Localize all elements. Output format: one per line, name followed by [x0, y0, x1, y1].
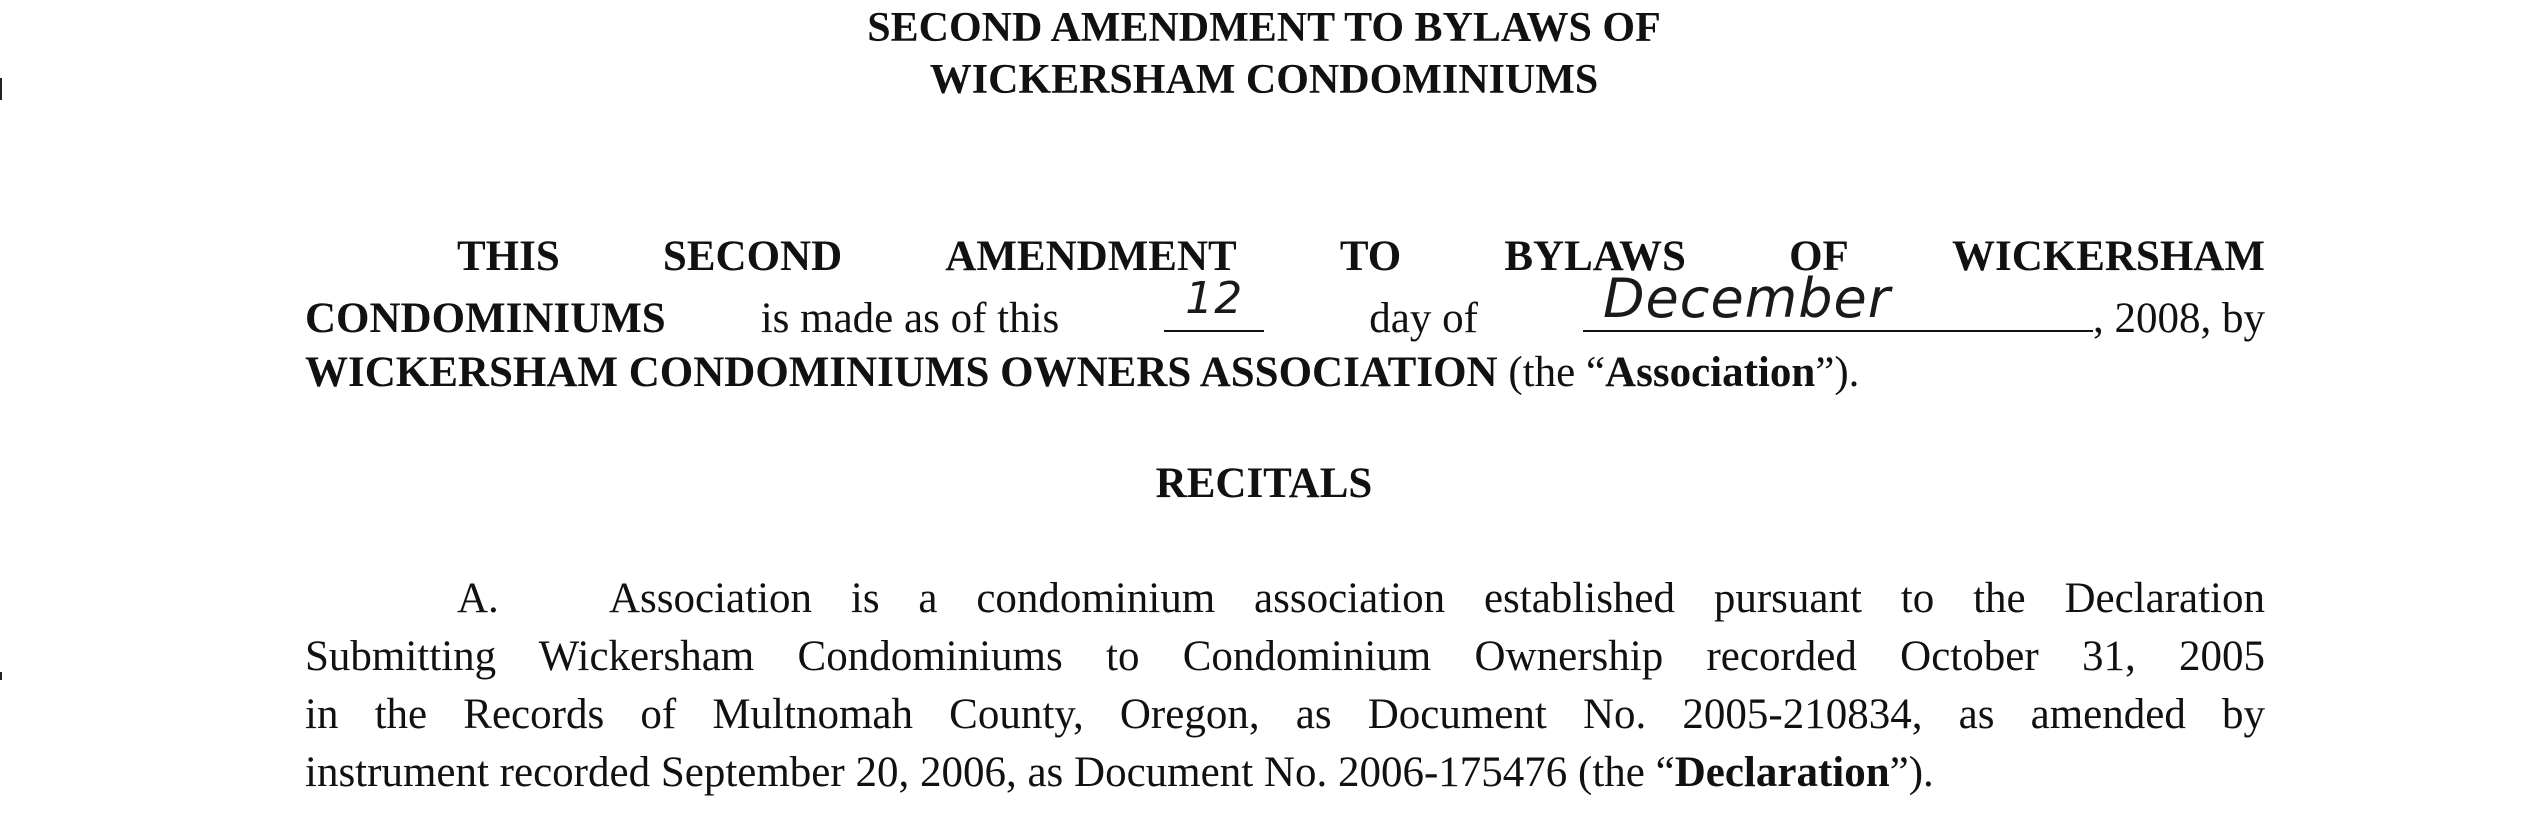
scan-edge-mark — [0, 672, 2, 680]
month-and-year — [1573, 267, 2265, 348]
day-blank — [1164, 273, 1264, 332]
recital-a-text: Association is a condominium association established pursuant to the Declaration — [609, 575, 2265, 622]
recital-a-line-2 — [305, 628, 2265, 686]
intro-word: OF — [1789, 233, 1849, 280]
handwritten-month: December — [1602, 267, 1891, 330]
document-title-line-1: SECOND AMENDMENT TO BYLAWS OF — [867, 5, 1661, 51]
intro-text: is made as of this — [760, 295, 1060, 342]
recital-a-line-4 — [305, 744, 2265, 802]
intro-word: TO — [1339, 233, 1402, 280]
declaration-defined-term: Declaration — [1674, 749, 1890, 796]
recital-a-text: ”). — [1889, 749, 1934, 796]
recital-a-label: A. — [457, 575, 499, 622]
handwritten-day: 12 — [1185, 273, 1244, 324]
recital-a-paragraph — [305, 570, 2265, 802]
association-defined-term: Association — [1605, 349, 1816, 396]
intro-word: AMENDMENT — [945, 233, 1237, 280]
intro-text: (the “ — [1508, 349, 1606, 396]
intro-text: day of — [1369, 295, 1478, 342]
intro-word: THIS — [457, 233, 560, 280]
recital-a-text: instrument recorded September 20, 2006, as Document No. 2006-175476 (the “ — [305, 749, 1675, 796]
month-blank — [1583, 267, 2093, 332]
recital-a-text: in the Records of Multnomah County, Oregon, as Document No. 2005-210834, as amended by — [305, 691, 2265, 738]
intro-text-year: , 2008, by — [2092, 295, 2265, 342]
association-name: WICKERSHAM CONDOMINIUMS OWNERS ASSOCIATION — [305, 349, 1498, 396]
intro-bold-condominiums: CONDOMINIUMS — [305, 295, 666, 342]
intro-word: SECOND — [662, 233, 843, 280]
document-title-line-2: WICKERSHAM CONDOMINIUMS — [929, 57, 1599, 103]
recital-a-line-3 — [305, 686, 2265, 744]
intro-text: ”). — [1815, 349, 1860, 396]
intro-line-2 — [305, 267, 2265, 344]
intro-word: BYLAWS — [1504, 233, 1686, 280]
recitals-heading: RECITALS — [1155, 460, 1373, 507]
intro-word: WICKERSHAM — [1951, 233, 2265, 280]
intro-paragraph — [305, 228, 2265, 402]
recital-a-line-1 — [305, 570, 2265, 628]
intro-line-3 — [305, 344, 2265, 402]
recital-a-text: Submitting Wickersham Condominiums to Condominium Ownership recorded October 31, 2005 — [305, 633, 2265, 680]
